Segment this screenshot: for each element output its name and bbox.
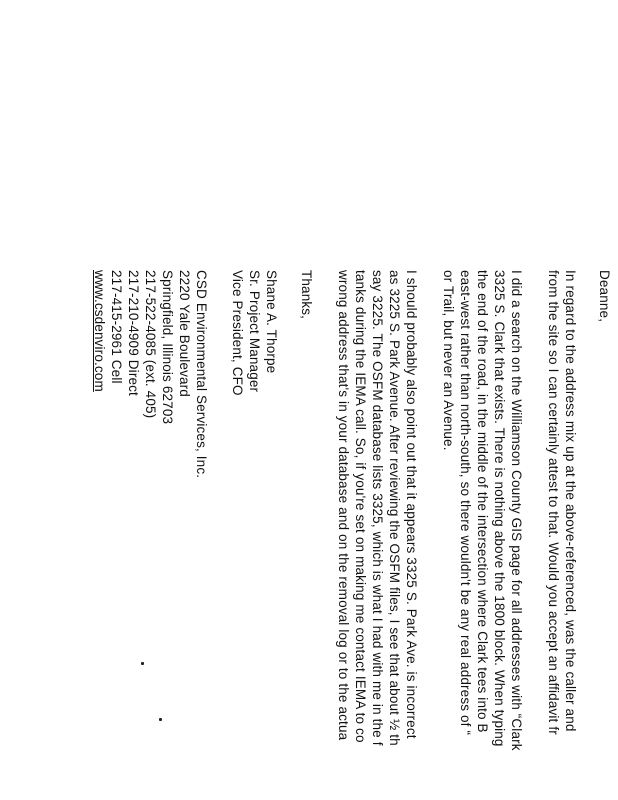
signature-name: Shane A. Thorpe [264,270,279,374]
paragraph-1-line-2: from the site so I can certainly attest to that. Would you accept an affidavit fr [546,270,561,735]
paragraph-3-line-1: I should probably also point out that it appears 3325 S. Park Ave. is incorrect [404,270,419,739]
paragraph-2-line-1: I did a search on the Williamson County GIS page for all addresses with “Clark [509,270,524,751]
signature-title-2: Vice President, CFO [230,270,245,396]
paragraph-1-line-1: In regard to the address mix up at the above-referenced, was the caller and [563,270,578,732]
paragraph-2-line-2: 3325 S. Clark that exists. There is nothing above the 1800 block. When typing [492,270,507,747]
contact-phone-office: 217-522-4085 (ext. 405) [143,270,158,419]
paragraph-3-line-4: tanks during the IEMA call. So, if you're set on making me contact IEMA to co [353,270,368,743]
paragraph-2-line-5: or Trail, but never an Avenue. [441,270,456,451]
contact-city: Springfield, Illinois 62703 [160,270,175,425]
paragraph-3-line-3: say 3225. The OSFM database lists 3325, which is what I had with me in the f [370,270,385,746]
signature-title-1: Sr. Project Manager [247,270,262,393]
contact-phone-direct: 217-210-4909 Direct [126,270,141,396]
contact-website-link[interactable]: www.csdenviro.com [92,270,107,392]
scan-speck [159,718,162,721]
paragraph-2-line-3: the end of the road, in the middle of the intersection where Clark tees into B [475,270,490,733]
contact-company: CSD Environmental Services, Inc. [194,270,209,479]
paragraph-2-line-4: east-west rather than north-south, so there wouldn't be any real address of “ [458,270,473,736]
contact-street: 2220 Yale Boulevard [177,270,192,397]
paragraph-3-line-2: as 3225 S. Park Avenue. After reviewing the OSFM files, I see that about ½ th [387,270,402,746]
paragraph-3-line-5: wrong address that's in your database and on the removal log or to the actua [336,270,351,741]
scan-speck [141,662,144,665]
closing: Thanks, [299,270,314,320]
salutation: Deanne, [597,270,612,323]
contact-phone-cell: 217-415-2961 Cell [109,270,124,384]
